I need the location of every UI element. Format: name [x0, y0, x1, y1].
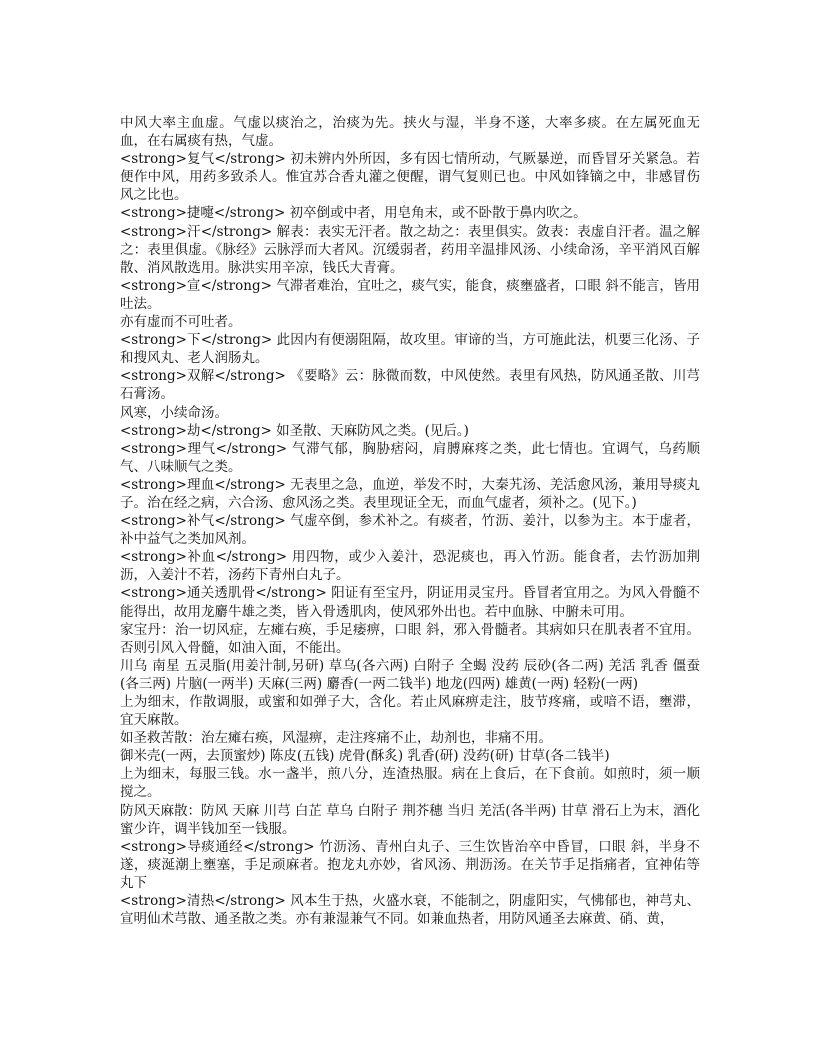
paragraph: <strong>理血</strong> 无表里之急，血逆，举发不时，大秦艽汤、羌活愈风汤，兼用导痰丸子。治在经之病，六合汤、愈风汤之类。表里现证全无，而血气虚者，须补之。(见下。) [120, 476, 700, 511]
paragraph: <strong>理气</strong> 气滞气郁，胸胁痞闷，肩膊麻疼之类，此七情也。宜调气，乌药顺气、八味顺气之类。 [120, 440, 700, 475]
paragraph: <strong>补气</strong> 气虚卒倒，参术补之。有痰者，竹沥、姜汁，以参为主。本于虚者，补中益气之类加风剂。 [120, 513, 700, 548]
document-body [120, 114, 700, 928]
ingredient-list: 御米壳(一两，去顶蜜炒) 陈皮(五钱) 虎骨(酥炙) 乳香(研) 没药(研) 甘草(各二钱半) [120, 748, 610, 765]
paragraph: 风寒，小续命汤。 [120, 404, 228, 421]
ingredient-list: 川乌 南星 五灵脂(用姜汁制,另研) 草乌(各六两) 白附子 全蝎 没药 辰砂(各二两) 羌活 乳香 僵蚕(各三两) 片脑(一两半) 天麻(三两) 麝香(一两二钱半) 地龙(四两) 雄黄(一两) 轻粉(一两) [120, 657, 700, 692]
paragraph: <strong>下</strong> 此因内有便溺阻隔，故攻里。审谛的当，方可施此法，机要三化汤、子和搜风丸、老人润肠丸。 [120, 332, 700, 367]
paragraph: <strong>复气</strong> 初未辨内外所因，多有因七情所动，气厥暴逆，而昏冒牙关紧急。若便作中风，用药多致杀人。惟宜苏合香丸灌之便醒，谓气复则已也。中风如锋镝之中，非感冒伤风之比也。 [120, 151, 700, 204]
paragraph: 防风天麻散：防风 天麻 川芎 白芷 草乌 白附子 荆芥穗 当归 羌活(各半两) 甘草 滑石上为末，酒化蜜少许，调半钱加至一钱服。 [120, 802, 700, 837]
paragraph: <strong>宣</strong> 气滞者难治，宜吐之，痰气实，能食，痰壅盛者，口眼 斜不能言，皆用吐法。 [120, 277, 700, 312]
paragraph: <strong>通关透肌骨</strong> 阳证有至宝丹，阴证用灵宝丹。昏冒者宜用之。为风入骨髓不能得出，故用龙麝牛雄之类，皆入骨透肌肉，使风邪外出也。若中血脉、中腑未可用。 [120, 585, 700, 620]
paragraph: <strong>汗</strong> 解表：表实无汗者。散之劫之：表里俱实。敛表：表虚自汗者。温之解之：表里俱虚。《脉经》云脉浮而大者风。沉缓弱者，药用辛温排风汤、小续命汤，辛平消风百解散、消风散选用。脉洪实用辛凉，钱氏大青膏。 [120, 223, 700, 276]
paragraph: <strong>捷嚏</strong> 初卒倒或中者，用皂角末，或不卧散于鼻内吹之。 [120, 205, 587, 222]
paragraph: 如圣救苦散：治左瘫右痪，风湿痹，走注疼痛不止，劫剂也，非痛不用。 [120, 730, 552, 747]
paragraph: 亦有虚而不可吐者。 [120, 314, 242, 331]
paragraph: 上为细末，作散调服，或蜜和如弹子大，含化。若止风麻痹走注，肢节疼痛，或喑不语，壅滞，宜天麻散。 [120, 694, 700, 729]
paragraph: <strong>清热</strong> 风本生于热，火盛水衰，不能制之，阴虚阳实，气怫郁也，神芎丸、宣明仙术芎散、通圣散之类。亦有兼湿兼气不同。如兼血热者，用防风通圣去麻黄、硝、黄， [120, 893, 700, 928]
paragraph: <strong>双解</strong> 《要略》云：脉微而数，中风使然。表里有风热，防风通圣散、川芎石膏汤。 [120, 368, 700, 403]
paragraph: <strong>导痰通经</strong> 竹沥汤、青州白丸子、三生饮皆治卒中昏冒，口眼 斜，半身不遂，痰涎潮上壅塞，手足顽麻者。抱龙丸亦妙，省风汤、荆沥汤。在关节手足指痛者，宜神佑等丸下 [120, 838, 700, 891]
paragraph: 家宝丹：治一切风症，左瘫右痪，手足痿痹，口眼 斜，邪入骨髓者。其病如只在肌表者不宜用。否则引风入骨髓，如油入面，不能出。 [120, 621, 700, 656]
paragraph: 上为细末，每服三钱。水一盏半，煎八分，连渣热服。病在上食后，在下食前。如煎时，须一顺搅之。 [120, 766, 700, 801]
paragraph: <strong>劫</strong> 如圣散、天麻防风之类。(见后。) [120, 422, 469, 439]
paragraph: <strong>补血</strong> 用四物，或少入姜汁，恐泥痰也，再入竹沥。能食者，去竹沥加荆沥，入姜汁不若，汤药下青州白丸子。 [120, 549, 700, 584]
paragraph: 中风大率主血虚。气虚以痰治之，治痰为先。挟火与湿，半身不遂，大率多痰。在左属死血无血，在右属痰有热，气虚。 [120, 115, 700, 150]
